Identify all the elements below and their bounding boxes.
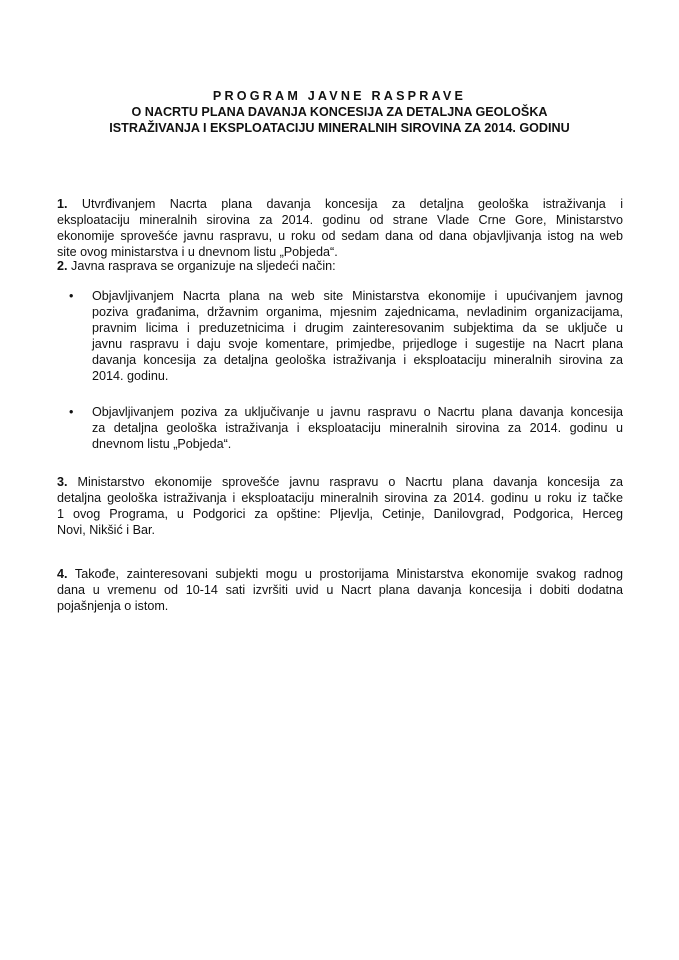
text-line: 2014. godinu. — [92, 369, 169, 383]
section-number: 1. — [57, 197, 68, 211]
text-line: Objavljivanjem Nacrta plana na web site Ministarstva ekonomije i upućivanjem javnog — [92, 289, 623, 303]
line-text: Ministarstvo ekonomije sprovešće javnu raspravu o Nacrtu plana davanja koncesija za — [77, 475, 624, 489]
bullet-icon: • — [69, 405, 74, 419]
section-number: 2. — [57, 259, 68, 273]
section-3 — [57, 474, 623, 538]
line-text: Javna rasprava se organizuje na sljedeći način: — [71, 259, 336, 273]
text-line: javnu raspravu i daju svoje komentare, primjedbe, prijedloge i sugestije na Nacrt plana — [92, 337, 623, 351]
title-line-1: PROGRAM JAVNE RASPRAVE — [212, 89, 467, 103]
text-line — [57, 212, 623, 228]
text-line: Objavljivanjem poziva za uključivanje u javnu raspravu o Nacrtu plana davanja koncesija — [92, 405, 623, 419]
section-number: 4. — [57, 567, 68, 581]
bullet-text — [92, 404, 623, 452]
bullet-item-1 — [57, 288, 623, 384]
text-line — [57, 506, 623, 522]
line-text: site ovog ministarstva i u dnevnom listu „Pobjeda“. — [57, 245, 338, 259]
section-2 — [57, 258, 623, 274]
line-text: detaljna geološka istraživanja i eksploataciju mineralnih sirovina za 2014. godinu u roku iz tačke — [57, 491, 623, 505]
title-line-2: O NACRTU PLANA DAVANJA KONCESIJA ZA DETALJNA GEOLOŠKA — [131, 105, 548, 119]
bullet-item-2 — [57, 404, 623, 452]
text-line: pravnim licima i preduzetnicima i drugim zainteresovanim subjektima da se uključe u — [92, 321, 623, 335]
text-line — [57, 522, 623, 538]
text-line — [57, 566, 623, 582]
line-text: eksploataciju mineralnih sirovina za 2014. godinu od strane Vlade Crne Gore, Ministarstvo — [57, 213, 623, 227]
section-number: 3. — [57, 475, 68, 489]
line-text: pojašnjenja o istom. — [57, 599, 169, 613]
title-line-3: ISTRAŽIVANJA I EKSPLOATACIJU MINERALNIH SIROVINA ZA 2014. GODINU — [109, 121, 570, 135]
section-1 — [57, 196, 623, 260]
line-text: 1 ovog Programa, u Podgorici za opštine: Pljevlja, Cetinje, Danilovgrad, Podgorica, Herceg — [57, 507, 623, 521]
line-text: Utvrđivanjem Nacrta plana davanja koncesija za detaljna geološka istraživanja i — [81, 197, 623, 211]
bullet-text — [92, 288, 623, 384]
text-line — [57, 598, 623, 614]
text-line — [57, 490, 623, 506]
line-text: dana u vremenu od 10-14 sati izvršiti uvid u Nacrt plana davanja koncesija i dobiti dodatna — [57, 583, 623, 597]
bullet-icon: • — [69, 289, 74, 303]
text-line — [57, 582, 623, 598]
text-line: dnevnom listu „Pobjeda“. — [92, 437, 232, 451]
line-text: Novi, Nikšić i Bar. — [57, 523, 155, 537]
line-text: Takođe, zainteresovani subjekti mogu u prostorijama Ministarstva ekonomije svakog radnog — [74, 567, 623, 581]
section-4 — [57, 566, 623, 614]
text-line: za detaljna geološka istraživanja i eksploataciju mineralnih sirovina za 2014. godinu u — [92, 421, 623, 435]
text-line: poziva građanima, državnim organima, mjesnim zajednicama, nevladinim organizacijama, — [92, 305, 623, 319]
text-line — [57, 258, 623, 274]
text-line: davanja koncesija za detaljna geološka istraživanja i eksploataciju mineralnih sirovina za — [92, 353, 623, 367]
line-text: ekonomije sprovešće javnu raspravu, u roku od sedam dana od dana objavljivanja istog na web — [57, 229, 623, 243]
text-line — [57, 196, 623, 212]
document-title — [0, 88, 679, 136]
text-line — [57, 474, 623, 490]
text-line — [57, 228, 623, 244]
